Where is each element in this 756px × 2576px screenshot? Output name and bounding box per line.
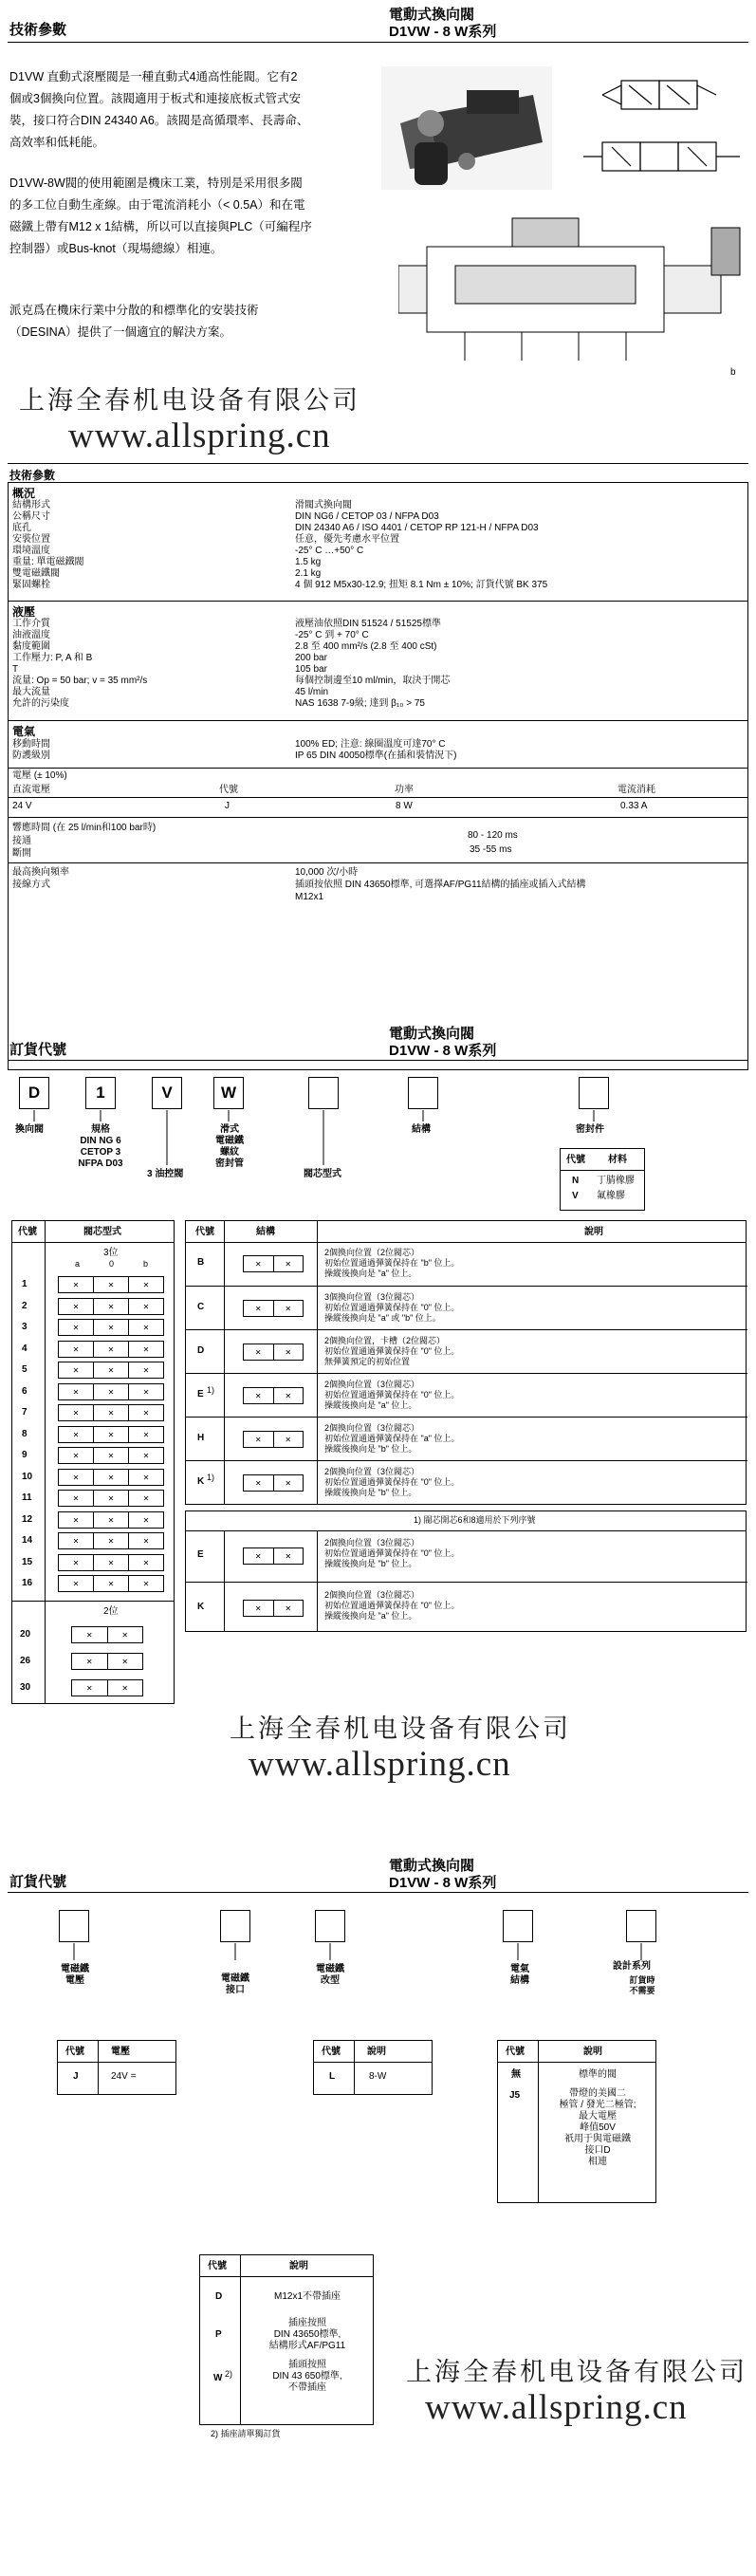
voltage-current: 0.33 A — [620, 801, 648, 811]
structure-row — [186, 1417, 747, 1460]
response-label: 響應時間 (在 25 l/min和100 bar時) — [12, 823, 157, 833]
spool-code: 2 — [22, 1300, 28, 1311]
spool-symbol — [58, 1319, 164, 1336]
label-seal: 密封件 — [576, 1124, 604, 1135]
spool-row — [12, 1623, 175, 1646]
coil-voltage-table: 代號 電壓 J 24V = — [57, 2040, 176, 2095]
structure-desc: 2個換向位置（3位閥芯） 初始位置通過彈簧保持在 "0" 位上。 操縱後換向是 "a" 位上。 — [324, 1380, 460, 1410]
structure-symbol — [243, 1300, 304, 1317]
symbol-cell: ✕ — [72, 1409, 80, 1418]
response-on-value: 80 - 120 ms — [468, 830, 518, 841]
symbol-cell: ✕ — [273, 1548, 304, 1564]
spool-code: 30 — [20, 1682, 31, 1693]
symbol-cell: ✕ — [93, 1342, 128, 1357]
spool-symbol — [58, 1554, 164, 1571]
connector-footnote: 2) 插座請單獨訂貨 — [211, 2429, 281, 2438]
order1-product-series: D1VW - 8 W系列 — [389, 1043, 497, 1059]
electrical-structure-table: 代號 說明 無 標準的閥 J5 帶燈的美國二 極管 / 發光二極管; 最大電壓 峰值50V 祇用于與電磁鐵 接口D 相連 — [497, 2040, 656, 2203]
code-box-1: 1 — [85, 1077, 116, 1109]
response-off-value: 35 -55 ms — [470, 844, 512, 855]
spool-symbol — [58, 1341, 164, 1358]
spool-row — [12, 1381, 175, 1402]
voltage-label: 電壓 (± 10%) — [12, 770, 67, 781]
label-structure: 結構 — [412, 1124, 431, 1135]
section-title-tech: 技術參數 — [9, 22, 67, 38]
voltage-col-power: 功率 — [395, 785, 414, 795]
symbol-cell: ✕ — [72, 1515, 80, 1525]
symbol-cell: ✕ — [128, 1576, 163, 1591]
symbol-cell: ✕ — [107, 1680, 143, 1696]
symbol-cell: ✕ — [273, 1256, 304, 1271]
symbol-cell: ✕ — [273, 1301, 304, 1316]
spool-row — [12, 1296, 175, 1317]
max-frequency-value: 10,000 次/小時 — [295, 867, 359, 878]
seal-table: 代號 材料 N 丁腈橡膠 V 氟橡膠 — [560, 1148, 645, 1211]
structure-extra-symbol — [243, 1547, 304, 1565]
symbol-cell: ✕ — [128, 1448, 163, 1463]
code-box-modification — [315, 1910, 345, 1942]
header-product-name: 電動式換向閥 — [389, 7, 475, 23]
symbol-cell: ✕ — [72, 1494, 80, 1503]
symbol-cell: ✕ — [254, 1348, 262, 1357]
general-rows: 結構形式 滑閥式換向閥 公稱尺寸 DIN NG6 / CETOP 03 / NFPA D03 底孔 DIN 24340 A6 / ISO 4401 / CETOP RP 121-H / NFPA D03 安裝位置 任意，優先考慮水平位置 環境溫度 -25° C …+50° C 重量: 單電磁鐵閥 1.5 kg 雙電磁鐵閥 2.1 kg 緊固螺栓 4 個 912 M5x30-12.9; 扭矩 8.1 Nm ± 10%; 訂貨代號 BK 375 — [12, 500, 548, 590]
order1-product-name: 電動式換向閥 — [389, 1026, 475, 1042]
symbol-cell: ✕ — [273, 1475, 304, 1491]
spool-symbol — [58, 1511, 164, 1529]
order2-product-name: 電動式換向閥 — [389, 1858, 475, 1874]
label-size: 規格 DIN NG 6 CETOP 3 NFPA D03 — [78, 1124, 123, 1169]
voltage-col-dc: 直流電壓 — [12, 785, 50, 795]
symbol-cell: ✕ — [254, 1260, 262, 1269]
spool-code: 10 — [22, 1471, 33, 1482]
section-title-order-2: 訂貨代號 — [9, 1874, 67, 1890]
spool-symbol — [58, 1298, 164, 1315]
spool-symbol — [58, 1469, 164, 1486]
symbol-cell: ✕ — [72, 1344, 80, 1354]
spool-code: 1 — [22, 1279, 28, 1289]
symbol-cell: ✕ — [254, 1305, 262, 1313]
symbol-cell: ✕ — [128, 1320, 163, 1335]
symbol-cell: ✕ — [273, 1601, 304, 1616]
spool-symbol — [58, 1575, 164, 1592]
valve-symbol — [574, 71, 749, 185]
electrical-rows: 移動時間 100% ED; 注意: 線圈溫度可達70° C 防護級別 IP 65 DIN 40050標準(在插和裝情況下) — [12, 739, 457, 761]
intro-paragraph-2: D1VW-8W閥的使用範圍是機床工業，特別是采用很多閥 的多工位自動生產線。由于電流消耗小（< 0.5A）和在電 磁鐵上帶有M12 x 1結構，所以可以直接與PLC（可編程序 控制器）或Bus-knot（現場總線）相連。 — [9, 176, 312, 255]
watermark-url: www.allspring.cn — [68, 417, 331, 455]
response-on-label: 接通 — [12, 836, 31, 846]
structure-code: H — [197, 1433, 205, 1443]
structure-code: B — [197, 1257, 205, 1268]
svg-text:b: b — [730, 367, 736, 378]
label-coil-connector: 電磁鐵 接口 — [221, 1974, 249, 1995]
spool-row — [12, 1360, 175, 1381]
symbol-cell: ✕ — [93, 1470, 128, 1485]
spool-row — [12, 1424, 175, 1445]
symbol-cell: ✕ — [93, 1384, 128, 1399]
symbol-cell: ✕ — [72, 1324, 80, 1332]
symbol-cell: ✕ — [93, 1512, 128, 1528]
symbol-cell: ✕ — [85, 1631, 93, 1640]
label-spool-type: 閥芯型式 — [304, 1169, 341, 1179]
structure-extra-row — [186, 1582, 747, 1633]
structure-extra-table: 1) 閥芯開芯6和8適用於下列序號 E ✕ ✕ 2個換向位置（3位閥芯） 初始位置通過彈簧保持在 "0" 位上。 操縱後換向是 "b" 位上。 K ✕ ✕ 2個換向位置（3位閥芯） 初始位置通過彈簧保持在 "0" 位上。 操縱後換向是 "a" 位上。 — [185, 1510, 747, 1632]
spool-symbol — [58, 1383, 164, 1400]
connection-label: 接線方式 — [12, 880, 50, 890]
structure-desc: 2個換向位置（3位閥芯） 初始位置通過彈簧保持在 "a" 位上。 操縱後換向是 "b" 位上。 — [324, 1423, 460, 1454]
spool-code: 12 — [22, 1513, 33, 1525]
symbol-cell: ✕ — [254, 1436, 262, 1444]
intro-paragraph-3: 派克爲在機床行業中分散的和標準化的安裝技術 （DESINA）提供了一個適宜的解決方案。 — [9, 304, 259, 339]
symbol-cell: ✕ — [128, 1470, 163, 1485]
symbol-cell: ✕ — [93, 1576, 128, 1591]
symbol-cell: ✕ — [254, 1479, 262, 1488]
spool-symbol — [58, 1404, 164, 1421]
valve-cross-section — [398, 209, 749, 394]
spool-code: 5 — [22, 1364, 28, 1375]
structure-symbol — [243, 1255, 304, 1272]
symbol-cell: ✕ — [93, 1362, 128, 1378]
spool-symbol — [58, 1447, 164, 1464]
spool-code: 7 — [22, 1407, 28, 1418]
label-electrical-structure: 電氣 結構 — [510, 1964, 529, 1986]
symbol-cell: ✕ — [107, 1627, 143, 1642]
spool-symbol — [71, 1679, 143, 1696]
spool-row — [12, 1467, 175, 1488]
code-box-connector — [220, 1910, 250, 1942]
symbol-cell: ✕ — [72, 1537, 80, 1546]
structure-desc: 2個換向位置（3位閥芯） 初始位置通過彈簧保持在 "0" 位上。 操縱後換向是 "b" 位上。 — [324, 1467, 460, 1497]
spec-table — [8, 482, 748, 1070]
spool-row — [12, 1445, 175, 1466]
valve-photo — [372, 57, 562, 199]
structure-extra-row — [186, 1530, 747, 1582]
label-coil-modification: 電磁鐵 改型 — [316, 1964, 344, 1986]
spool-symbol — [71, 1626, 143, 1643]
spool-code: 11 — [22, 1492, 32, 1503]
hydraulic-rows: 工作介質 液壓油依照DIN 51524 / 51525標準 油液溫度 -25° C 到 + 70° C 黏度範圍 2.8 至 400 mm²/s (2.8 至 400 cSt) 工作壓力: P, A 和 B 200 bar T 105 bar 流量: Op = 50 bar; v = 35 mm²/s 每個控制邊至10 ml/min，取決于開芯 最大流量 45 l/min 允許的污染度 NAS 1638 7-9級; 達到 β₁₀ > 75 — [12, 619, 451, 709]
symbol-cell: ✕ — [93, 1555, 128, 1570]
structure-symbol — [243, 1431, 304, 1448]
structure-symbol — [243, 1344, 304, 1361]
symbol-cell: ✕ — [128, 1384, 163, 1399]
spool-row — [12, 1488, 175, 1509]
spool-symbol — [58, 1426, 164, 1443]
code-box-design — [626, 1910, 656, 1942]
symbol-cell: ✕ — [72, 1580, 80, 1588]
symbol-cell: ✕ — [128, 1533, 163, 1548]
structure-code: K — [197, 1476, 205, 1487]
code-box-D: D — [19, 1077, 49, 1109]
symbol-cell: ✕ — [128, 1555, 163, 1570]
response-off-label: 斷開 — [12, 848, 31, 859]
symbol-cell: ✕ — [254, 1604, 262, 1613]
symbol-cell: ✕ — [93, 1299, 128, 1314]
spool-symbol — [58, 1532, 164, 1549]
spool-code: 14 — [22, 1535, 33, 1546]
watermark-url-3: www.allspring.cn — [425, 2388, 688, 2427]
spool-code: 9 — [22, 1450, 28, 1460]
symbol-cell: ✕ — [273, 1432, 304, 1447]
modification-table: 代號 說明 L 8-W — [313, 2040, 433, 2095]
structure-note: 1) — [207, 1385, 215, 1395]
structure-extra-code: K — [197, 1602, 205, 1612]
watermark-company: 上海全春机电设备有限公司 — [19, 386, 360, 416]
voltage-col-code: 代號 — [219, 785, 238, 795]
electrical-heading: 電氣 — [12, 725, 36, 738]
structure-code: C — [197, 1302, 205, 1312]
voltage-power: 8 W — [396, 801, 413, 811]
symbol-cell: ✕ — [72, 1452, 80, 1460]
structure-row — [186, 1329, 747, 1373]
watermark-company-2: 上海全春机电设备有限公司 — [230, 1714, 571, 1744]
header-product-series: D1VW - 8 W系列 — [389, 24, 497, 40]
spool-symbol — [58, 1276, 164, 1293]
spool-row — [12, 1573, 175, 1594]
symbol-cell: ✕ — [128, 1427, 163, 1442]
section-title-order-1: 訂貨代號 — [9, 1042, 67, 1058]
voltage-code: J — [225, 801, 230, 811]
symbol-cell: ✕ — [93, 1448, 128, 1463]
spool-row — [12, 1339, 175, 1360]
symbol-cell: ✕ — [85, 1684, 93, 1693]
label-design-series: 設計系列 — [613, 1961, 651, 1972]
label-3-port: 3 油控閥 — [147, 1169, 184, 1179]
symbol-cell: ✕ — [85, 1658, 93, 1666]
structure-row — [186, 1286, 747, 1329]
spool-table: 代號 閥芯型式 3位 a 0 b 1 ✕ ✕ ✕ 2 ✕ ✕ ✕ 3 ✕ ✕ ✕ 4 ✕ ✕ ✕ 5 ✕ ✕ ✕ 6 ✕ ✕ ✕ 7 ✕ ✕ ✕ 8 ✕ ✕ ✕ 9 ✕ ✕ ✕ 10 ✕ ✕ ✕ 11 ✕ ✕ ✕ 12 ✕ ✕ ✕ 14 ✕ ✕ ✕ 15 ✕ ✕ ✕ 16 ✕ ✕ ✕ 2位 20 ✕ ✕ 26 ✕ ✕ 30 ✕ ✕ — [11, 1220, 175, 1704]
spec-title: 技術參數 — [9, 469, 56, 482]
symbol-cell: ✕ — [128, 1405, 163, 1420]
code-box-electrical — [503, 1910, 533, 1942]
general-heading: 概況 — [12, 487, 36, 500]
symbol-cell: ✕ — [93, 1491, 128, 1506]
symbol-cell: ✕ — [254, 1392, 262, 1400]
label-valve: 換向閥 — [15, 1124, 44, 1135]
spool-symbol — [58, 1490, 164, 1507]
spool-row — [12, 1530, 175, 1551]
symbol-cell: ✕ — [93, 1533, 128, 1548]
spool-row — [12, 1650, 175, 1673]
symbol-cell: ✕ — [93, 1405, 128, 1420]
watermark-company-3: 上海全春机电设备有限公司 — [406, 2358, 747, 2387]
symbol-cell: ✕ — [72, 1473, 80, 1482]
symbol-cell: ✕ — [72, 1366, 80, 1375]
symbol-cell: ✕ — [72, 1430, 80, 1439]
spool-code: 15 — [22, 1556, 33, 1567]
symbol-cell: ✕ — [128, 1342, 163, 1357]
connector-table: 代號 說明 D M12x1不帶插座 P 插座按照 DIN 43650標準, 結構形式AF/PG11 W 2) 插頭按照 DIN 43 650標準, 不帶插座 — [199, 2254, 374, 2425]
structure-row — [186, 1460, 747, 1504]
code-box-seal — [579, 1077, 609, 1109]
code-box-structure — [408, 1077, 438, 1109]
code-box-spool — [308, 1077, 339, 1109]
max-frequency-label: 最高換向頻率 — [12, 867, 69, 878]
spool-row — [12, 1317, 175, 1338]
spool-code: 20 — [20, 1629, 31, 1640]
code-box-V: V — [152, 1077, 182, 1109]
symbol-cell: ✕ — [128, 1299, 163, 1314]
symbol-cell: ✕ — [72, 1281, 80, 1289]
watermark-url-2: www.allspring.cn — [249, 1745, 511, 1784]
structure-symbol — [243, 1387, 304, 1404]
symbol-cell: ✕ — [72, 1302, 80, 1311]
symbol-cell: ✕ — [93, 1427, 128, 1442]
connection-value-2: M12x1 — [295, 892, 324, 902]
symbol-cell: ✕ — [254, 1552, 262, 1561]
symbol-cell: ✕ — [273, 1388, 304, 1403]
spool-code: 6 — [22, 1385, 28, 1397]
hydraulic-heading: 液壓 — [12, 605, 36, 619]
structure-symbol — [243, 1474, 304, 1492]
symbol-cell: ✕ — [273, 1344, 304, 1360]
spool-row — [12, 1402, 175, 1423]
symbol-cell: ✕ — [128, 1277, 163, 1292]
structure-row — [186, 1373, 747, 1417]
spool-symbol — [58, 1362, 164, 1379]
voltage-value: 24 V — [12, 801, 32, 811]
voltage-col-current: 電流消耗 — [618, 785, 655, 795]
symbol-cell: ✕ — [93, 1277, 128, 1292]
structure-extra-desc: 2個換向位置（3位閥芯） 初始位置通過彈簧保持在 "0" 位上。 操縱後換向是 "b" 位上。 — [324, 1538, 460, 1568]
symbol-cell: ✕ — [128, 1512, 163, 1528]
spool-row — [12, 1677, 175, 1699]
structure-extra-desc: 2個換向位置（3位閥芯） 初始位置通過彈簧保持在 "0" 位上。 操縱後換向是 "a" 位上。 — [324, 1590, 460, 1621]
order2-product-series: D1VW - 8 W系列 — [389, 1875, 497, 1891]
structure-desc: 3個換向位置（3位閥芯） 初始位置通過彈簧保持在 "0" 位上。 操縱後換向是 "a" 或 "b" 位上。 — [324, 1292, 460, 1323]
spool-code: 26 — [20, 1656, 31, 1666]
spool-code: 8 — [22, 1428, 28, 1439]
structure-desc: 2個換向位置，卡槽（2位閥芯） 初始位置通過彈簧保持在 "0" 位上。 無彈簧預定的初始位置 — [324, 1336, 460, 1366]
structure-row — [186, 1242, 747, 1286]
structure-code: E — [197, 1389, 204, 1399]
spool-code: 4 — [22, 1343, 28, 1354]
structure-desc: 2個換向位置（2位閥芯） 初始位置通過彈簧保持在 "b" 位上。 操縱後換向是 "a" 位上。 — [324, 1248, 460, 1278]
spool-code: 3 — [22, 1322, 28, 1332]
symbol-cell: ✕ — [93, 1320, 128, 1335]
symbol-cell: ✕ — [107, 1654, 143, 1669]
label-solenoid: 滑式 電磁鐵 螺紋 密封管 — [215, 1124, 244, 1169]
label-coil-voltage: 電磁鐵 電壓 — [61, 1964, 89, 1986]
spool-symbol — [71, 1653, 143, 1670]
spool-code: 16 — [22, 1578, 33, 1588]
structure-table: 代號 結構 說明 B ✕ ✕ 2個換向位置（2位閥芯） 初始位置通過彈簧保持在 "b" 位上。 操縱後換向是 "a" 位上。 C ✕ ✕ 3個換向位置（3位閥芯） 初始位置通過彈簧保持在 "0" 位上。 操縱後換向是 "a" 或 "b" 位上。 D ✕ ✕ 2個換向位置，卡槽（2位閥芯） 初始位置通過彈簧保持在 "0" 位上。 無彈簧預定的初始位置 E 1) ✕ ✕ 2個換向位置（3位閥芯） 初始位置通過彈簧保持在 "0" 位上。 操縱後換向是 "a" 位上。 H ✕ ✕ 2個換向位置（3位閥芯） 初始位置通過彈簧保持在 "a" 位上。 操縱後換向是 "b" 位上。 K 1) ✕ ✕ 2個換向位置（3位閥芯） 初始位置通過彈簧保持在 "0" 位上。 操縱後換向是 "b" 位上。 — [185, 1220, 747, 1505]
label-not-required: 訂貨時 不需要 — [629, 1975, 655, 1995]
spool-row — [12, 1552, 175, 1573]
symbol-cell: ✕ — [128, 1491, 163, 1506]
code-box-W: W — [213, 1077, 244, 1109]
spool-row — [12, 1274, 175, 1295]
structure-extra-symbol — [243, 1600, 304, 1617]
structure-note: 1) — [207, 1473, 215, 1482]
symbol-cell: ✕ — [72, 1387, 80, 1397]
connection-value: 插頭按依照 DIN 43650標準, 可選擇AF/PG11結構的插座或插入式結構 — [295, 880, 586, 890]
structure-code: D — [197, 1345, 205, 1356]
symbol-cell: ✕ — [128, 1362, 163, 1378]
structure-extra-code: E — [197, 1549, 204, 1560]
symbol-cell: ✕ — [72, 1558, 80, 1567]
spool-row — [12, 1510, 175, 1530]
code-box-voltage — [59, 1910, 89, 1942]
intro-paragraph-1: D1VW 直動式滾壓閥是一種直動式4通高性能閥。它有2 個或3個換向位置。該閥適用于板式和連接底板式管式安 裝，接口符合DIN 24340 A6。該閥是高循環率、長壽命、 高效率和低耗能。 — [9, 70, 309, 149]
